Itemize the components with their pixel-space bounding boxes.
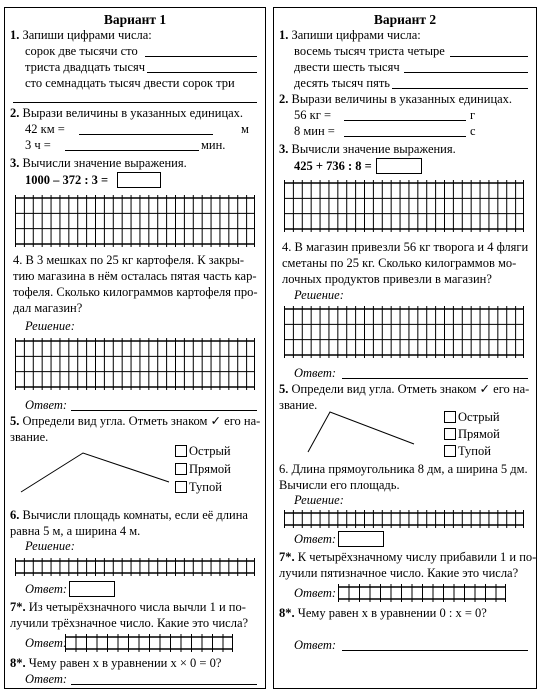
- task-4-line-1: 4. В магазин привезли 56 кг творога и 4 фляги: [282, 240, 529, 254]
- task-2-answer-line-b[interactable]: [65, 150, 199, 151]
- task-8-answer-label: Ответ:: [25, 672, 68, 686]
- task-3-grid[interactable]: [15, 195, 255, 247]
- task-4-line-1: 4. В 3 мешках по 25 кг картофеля. К закры-: [13, 253, 245, 267]
- task-1-item-b: триста двадцать тысяч: [25, 60, 146, 74]
- task-7-answer-label: Ответ:: [294, 586, 337, 600]
- task-4-grid[interactable]: [15, 338, 255, 390]
- task-4-answer-line[interactable]: [71, 410, 257, 411]
- task-1-answer-line-b[interactable]: [147, 72, 257, 73]
- task-4-line-2: тию магазина в нём осталась пятая часть кар-: [13, 269, 257, 283]
- task-1-item-a: сорок две тысячи сто: [25, 44, 138, 58]
- task-2-heading: 2. Вырази величины в указанных единицах.: [10, 106, 244, 120]
- task-6-answer-box[interactable]: [69, 581, 115, 597]
- task-4-line-4: дал магазин?: [13, 301, 83, 315]
- task-1-answer-line-a[interactable]: [450, 56, 528, 57]
- task-5-option-acute: Острый: [189, 444, 231, 458]
- task-3-heading: 3. Вычисли значение выражения.: [279, 142, 456, 156]
- task-7-grid[interactable]: [65, 634, 233, 652]
- task-7-line-2: лучили пятизначное число. Какие это числа?: [279, 566, 519, 580]
- task-8-line: 8*. Чему равен х в уравнении х × 0 = 0?: [10, 656, 222, 670]
- task-7-line-1: 7*. К четырёхзначному числу прибавили 1 и по-: [279, 550, 537, 564]
- task-7-line-1: 7*. Из четырёхзначного числа вычли 1 и по-: [10, 600, 246, 614]
- task-5-angle-figure: [21, 448, 171, 498]
- task-1-answer-line-b[interactable]: [404, 72, 528, 73]
- task-1-item-c: десять тысяч пять: [294, 76, 390, 90]
- task-4-solution-label: Решение:: [25, 319, 75, 333]
- task-3-answer-box[interactable]: [117, 172, 161, 188]
- task-6-solution-label: Решение:: [294, 493, 344, 507]
- task-6-line-1: 6. Вычисли площадь комнаты, если её длина: [10, 508, 248, 522]
- task-4-answer-label: Ответ:: [294, 366, 337, 380]
- task-8-answer-line[interactable]: [71, 684, 257, 685]
- task-4-line-3: лочных продуктов привезли в магазин?: [282, 272, 492, 286]
- task-3-answer-box[interactable]: [376, 158, 422, 174]
- task-5-checkbox-right[interactable]: [175, 463, 187, 475]
- variant-1-column: [4, 7, 266, 689]
- task-1-answer-line-c[interactable]: [13, 102, 257, 103]
- task-6-line-2: равна 5 м, а ширина 4 м.: [10, 524, 141, 538]
- task-1-answer-line-a[interactable]: [145, 56, 257, 57]
- task-1-answer-line-c[interactable]: [392, 88, 528, 89]
- task-3-expression: 1000 – 372 : 3 =: [25, 173, 109, 187]
- variant-2-title: Вариант 2: [373, 12, 437, 27]
- variant-2-column: [273, 7, 537, 689]
- task-6-line-2: Вычисли его площадь.: [279, 478, 400, 492]
- task-5-line-1: 5. Определи вид угла. Отметь знаком ✓ его на-: [279, 382, 530, 396]
- task-7-answer-label: Ответ:: [25, 636, 68, 650]
- task-1-heading: 1. Запиши цифрами числа:: [10, 28, 152, 42]
- task-5-line-1: 5. Определи вид угла. Отметь знаком ✓ его на-: [10, 414, 261, 428]
- task-5-option-right: Прямой: [458, 427, 500, 441]
- task-2-item-a: 56 кг =: [294, 108, 331, 122]
- task-5-checkbox-acute[interactable]: [444, 411, 456, 423]
- task-1-item-c: сто семнадцать тысяч двести сорок три: [25, 76, 235, 90]
- task-2-unit-b: мин.: [201, 138, 226, 152]
- task-5-line-2: звание.: [10, 430, 49, 444]
- task-8-line: 8*. Чему равен х в уравнении 0 : х = 0?: [279, 606, 487, 620]
- task-2-unit-a: м: [241, 122, 249, 136]
- task-6-grid[interactable]: [15, 558, 255, 576]
- task-4-solution-label: Решение:: [294, 288, 344, 302]
- task-2-item-b: 8 мин =: [294, 124, 335, 138]
- task-5-line-2: звание.: [279, 398, 318, 412]
- task-8-answer-line[interactable]: [342, 650, 528, 651]
- task-2-answer-line-a[interactable]: [79, 134, 213, 135]
- task-8-answer-label: Ответ:: [294, 638, 337, 652]
- task-7-grid[interactable]: [338, 584, 506, 602]
- task-6-answer-label: Ответ:: [25, 582, 68, 596]
- task-2-heading: 2. Вырази величины в указанных единицах.: [279, 92, 513, 106]
- task-7-line-2: лучили трёхзначное число. Какие это числа?: [10, 616, 249, 630]
- task-6-solution-label: Решение:: [25, 539, 75, 553]
- task-4-grid[interactable]: [284, 306, 524, 358]
- task-5-option-right: Прямой: [189, 462, 231, 476]
- task-6-answer-label: Ответ:: [294, 532, 337, 546]
- variant-1-title: Вариант 1: [103, 12, 167, 27]
- task-4-line-2: сметаны по 25 кг. Сколько килограммов мо-: [282, 256, 517, 270]
- task-3-expression: 425 + 736 : 8 =: [294, 159, 372, 173]
- task-2-unit-a: г: [470, 108, 476, 122]
- task-5-checkbox-obtuse[interactable]: [444, 445, 456, 457]
- task-6-grid[interactable]: [284, 510, 524, 528]
- task-3-grid[interactable]: [284, 180, 524, 232]
- task-1-item-a: восемь тысяч триста четыре: [294, 44, 445, 58]
- task-2-answer-line-b[interactable]: [344, 136, 466, 137]
- task-5-option-obtuse: Тупой: [458, 444, 491, 458]
- task-2-unit-b: с: [470, 124, 476, 138]
- task-5-checkbox-right[interactable]: [444, 428, 456, 440]
- task-4-answer-label: Ответ:: [25, 398, 68, 412]
- task-5-checkbox-obtuse[interactable]: [175, 481, 187, 493]
- task-3-heading: 3. Вычисли значение выражения.: [10, 156, 187, 170]
- task-1-heading: 1. Запиши цифрами числа:: [279, 28, 421, 42]
- task-5-option-acute: Острый: [458, 410, 500, 424]
- task-1-item-b: двести шесть тысяч: [294, 60, 400, 74]
- task-5-checkbox-acute[interactable]: [175, 445, 187, 457]
- task-4-answer-line[interactable]: [342, 378, 528, 379]
- task-5-angle-figure: [308, 412, 418, 456]
- task-6-answer-box[interactable]: [338, 531, 384, 547]
- task-5-option-obtuse: Тупой: [189, 480, 222, 494]
- task-2-answer-line-a[interactable]: [344, 120, 466, 121]
- task-2-item-a: 42 км =: [25, 122, 65, 136]
- task-6-line-1: 6. Длина прямоугольника 8 дм, а ширина 5 дм.: [279, 462, 528, 476]
- task-4-line-3: тофеля. Сколько килограммов картофеля про-: [13, 285, 258, 299]
- task-2-item-b: 3 ч =: [25, 138, 51, 152]
